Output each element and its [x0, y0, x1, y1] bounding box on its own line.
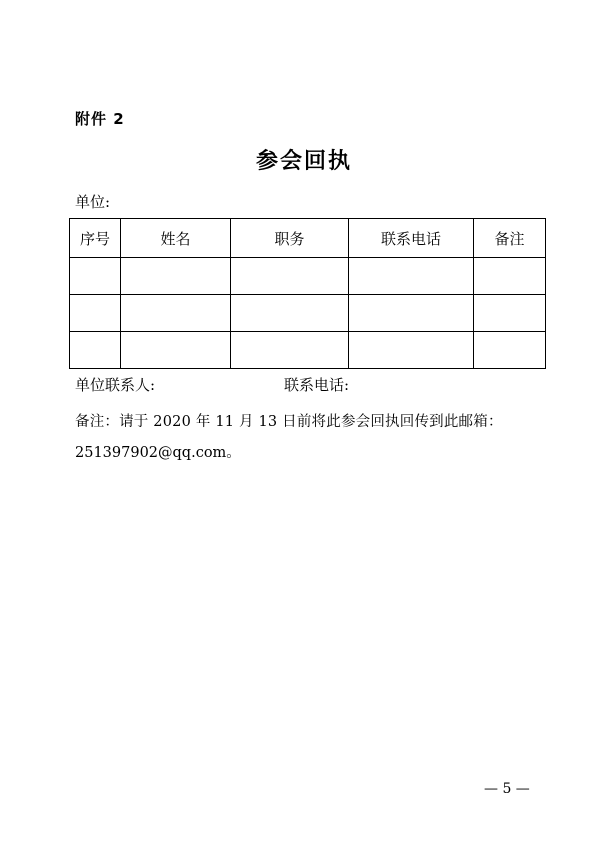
- header-name: 姓名: [121, 219, 231, 258]
- table-cell: [121, 258, 231, 295]
- document-title: 参会回执: [255, 149, 352, 174]
- table-cell: [121, 332, 231, 369]
- table-cell: [70, 332, 121, 369]
- table-row: [70, 295, 546, 332]
- table-header-row: [70, 219, 546, 258]
- table-cell: [349, 295, 474, 332]
- unit-label: 单位:: [75, 193, 111, 211]
- page-number: — 5 —: [484, 781, 530, 797]
- table-cell: [349, 332, 474, 369]
- table-cell: [70, 295, 121, 332]
- header-phone: 联系电话: [349, 219, 474, 258]
- table-row: [70, 332, 546, 369]
- table-cell: [474, 258, 546, 295]
- header-position: 职务: [231, 219, 349, 258]
- contact-person-label: 单位联系人:: [75, 376, 156, 394]
- receipt-table: [69, 218, 546, 369]
- table-cell: [474, 332, 546, 369]
- email-address: 251397902@qq.com。: [75, 445, 241, 461]
- table-cell: [231, 258, 349, 295]
- table-cell: [70, 258, 121, 295]
- table-cell: [231, 332, 349, 369]
- header-serial-number: 序号: [70, 219, 121, 258]
- table-cell: [474, 295, 546, 332]
- contact-phone-label: 联系电话:: [284, 376, 350, 394]
- header-remarks: 备注: [474, 219, 546, 258]
- table-cell: [121, 295, 231, 332]
- attachment-label: 附件 2: [75, 110, 125, 128]
- table-cell: [349, 258, 474, 295]
- table-row: [70, 258, 546, 295]
- note-text: 备注：请于 2020 年 11 月 13 日前将此参会回执回传到此邮箱：: [75, 414, 503, 430]
- table-cell: [231, 295, 349, 332]
